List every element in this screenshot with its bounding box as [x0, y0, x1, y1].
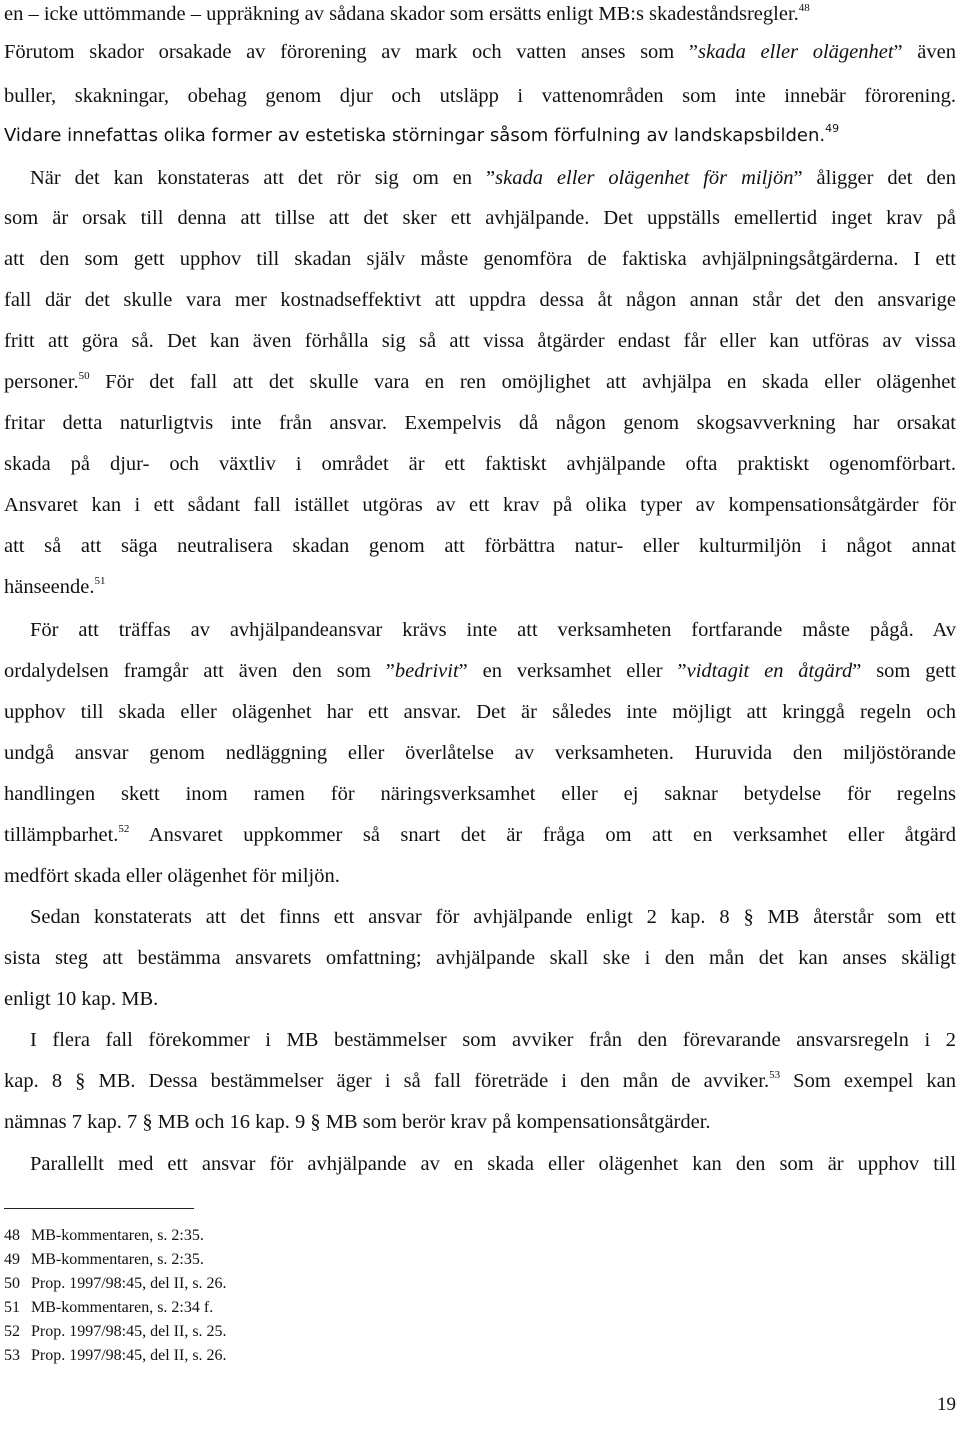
footnote: 51 MB-kommentaren, s. 2:34 f. — [4, 1299, 214, 1316]
text-line: tillämpbarhet.$^{52}$ Ansvaret uppkommer så snart det är fråga om att en verksamhet eller åtgärd — [4, 823, 956, 846]
footnote: 50 Prop. 1997/98:45, del II, s. 26. — [4, 1275, 227, 1292]
text-line: att så att säga neutralisera skadan genom att förbättra natur- eller kulturmiljön i något annat — [4, 535, 956, 557]
footnote-ref[interactable]: 53 — [769, 1069, 781, 1081]
text-line: Ansvaret kan i ett sådant fall istället utgöras av ett krav på olika typer av kompensationsåtgärder för — [4, 494, 956, 516]
text-line: som är orsak till denna att tillse att det sker ett avhjälpande. Det uppställs emellertid inget krav på — [4, 207, 956, 229]
text-line: att den som gett upphov till skadan själv måste genomföra de faktiska avhjälpningsåtgärderna. I ett — [4, 248, 956, 270]
text-line: en – icke uttömmande – uppräkning av sådana skador som ersätts enligt MB:s skadeståndsregler.$^{48}$ — [4, 2, 810, 25]
footnote-ref[interactable]: 49 — [825, 122, 840, 135]
footnote: 52 Prop. 1997/98:45, del II, s. 25. — [4, 1323, 227, 1340]
footnote-ref[interactable]: 48 — [798, 2, 810, 14]
text-line: buller, skakningar, obehag genom djur och utsläpp i vattenområden som inte innebär förorening. — [4, 85, 956, 107]
footnote-ref[interactable]: 51 — [94, 575, 106, 587]
text-line: Sedan konstaterats att det finns ett ansvar för avhjälpande enligt 2 kap. 8 § MB återstår som ett — [30, 906, 956, 928]
footnote: 49 MB-kommentaren, s. 2:35. — [4, 1251, 204, 1268]
text-line: Vidare innefattas olika former av estetiska störningar såsom förfulning av landskapsbilden.$^{49}$ — [4, 122, 840, 146]
text-line: undgå ansvar genom nedläggning eller överlåtelse av verksamheten. Huruvida den miljöstörande — [4, 742, 956, 764]
text-line: Parallellt med ett ansvar för avhjälpande av en skada eller olägenhet kan den som är upphov till — [30, 1153, 956, 1175]
text-line: nämnas 7 kap. 7 § MB och 16 kap. 9 § MB som berör krav på kompensationsåtgärder. — [4, 1111, 711, 1133]
text-line: ordalydelsen framgår att även den som ”bedrivit” en verksamhet eller ”vidtagit en åtgärd” som gett — [4, 660, 956, 682]
text-line: fritt att göra så. Det kan även förhålla sig så att vissa åtgärder endast får eller kan utföras av vissa — [4, 330, 956, 352]
text-line: kap. 8 § MB. Dessa bestämmelser äger i så fall företräde i den mån de avviker.$^{53}$ Som exempel kan — [4, 1069, 956, 1092]
text-line: upphov till skada eller olägenhet har ett ansvar. Det är således inte möjligt att kringgå regeln och — [4, 701, 956, 723]
text-line: sista steg att bestämma ansvarets omfattning; avhjälpande skall ske i den mån det kan anses skäligt — [4, 947, 956, 969]
text-line: skada på djur- och växtliv i området är ett faktiskt avhjälpande ofta praktiskt ogenomförbart. — [4, 453, 956, 475]
text-line: enligt 10 kap. MB. — [4, 988, 159, 1010]
text-line: fall där det skulle vara mer kostnadseffektivt att uppdra dessa åt någon annan står det den ansvarige — [4, 289, 956, 311]
text-line: medfört skada eller olägenhet för miljön. — [4, 865, 340, 887]
footnote: 48 MB-kommentaren, s. 2:35. — [4, 1227, 204, 1244]
text-line: fritar detta naturligtvis inte från ansvar. Exempelvis då någon genom skogsavverkning har orsakat — [4, 412, 956, 434]
footnote-ref[interactable]: 50 — [78, 370, 90, 382]
text-line: personer.$^{50}$ För det fall att det skulle vara en ren omöjlighet att avhjälpa en skada eller olägenhet — [4, 370, 956, 393]
text-line: Förutom skador orsakade av förorening av mark och vatten anses som ”skada eller olägenhet” även — [4, 41, 956, 63]
footnote-divider — [4, 1208, 194, 1209]
footnote-ref[interactable]: 52 — [118, 823, 130, 835]
text-line: När det kan konstateras att det rör sig om en ”skada eller olägenhet för miljön” åligger det den — [30, 167, 956, 189]
footnote: 53 Prop. 1997/98:45, del II, s. 26. — [4, 1347, 227, 1364]
page-number: 19 — [937, 1394, 956, 1415]
text-line: hänseende.$^{51}$ — [4, 575, 106, 598]
text-line: För att träffas av avhjälpandeansvar krävs inte att verksamheten fortfarande måste pågå. Av — [30, 619, 956, 641]
text-line: I flera fall förekommer i MB bestämmelser som avviker från den förevarande ansvarsregeln i 2 — [30, 1029, 956, 1051]
text-line: handlingen skett inom ramen för näringsverksamhet eller ej saknar betydelse för regelns — [4, 783, 956, 805]
